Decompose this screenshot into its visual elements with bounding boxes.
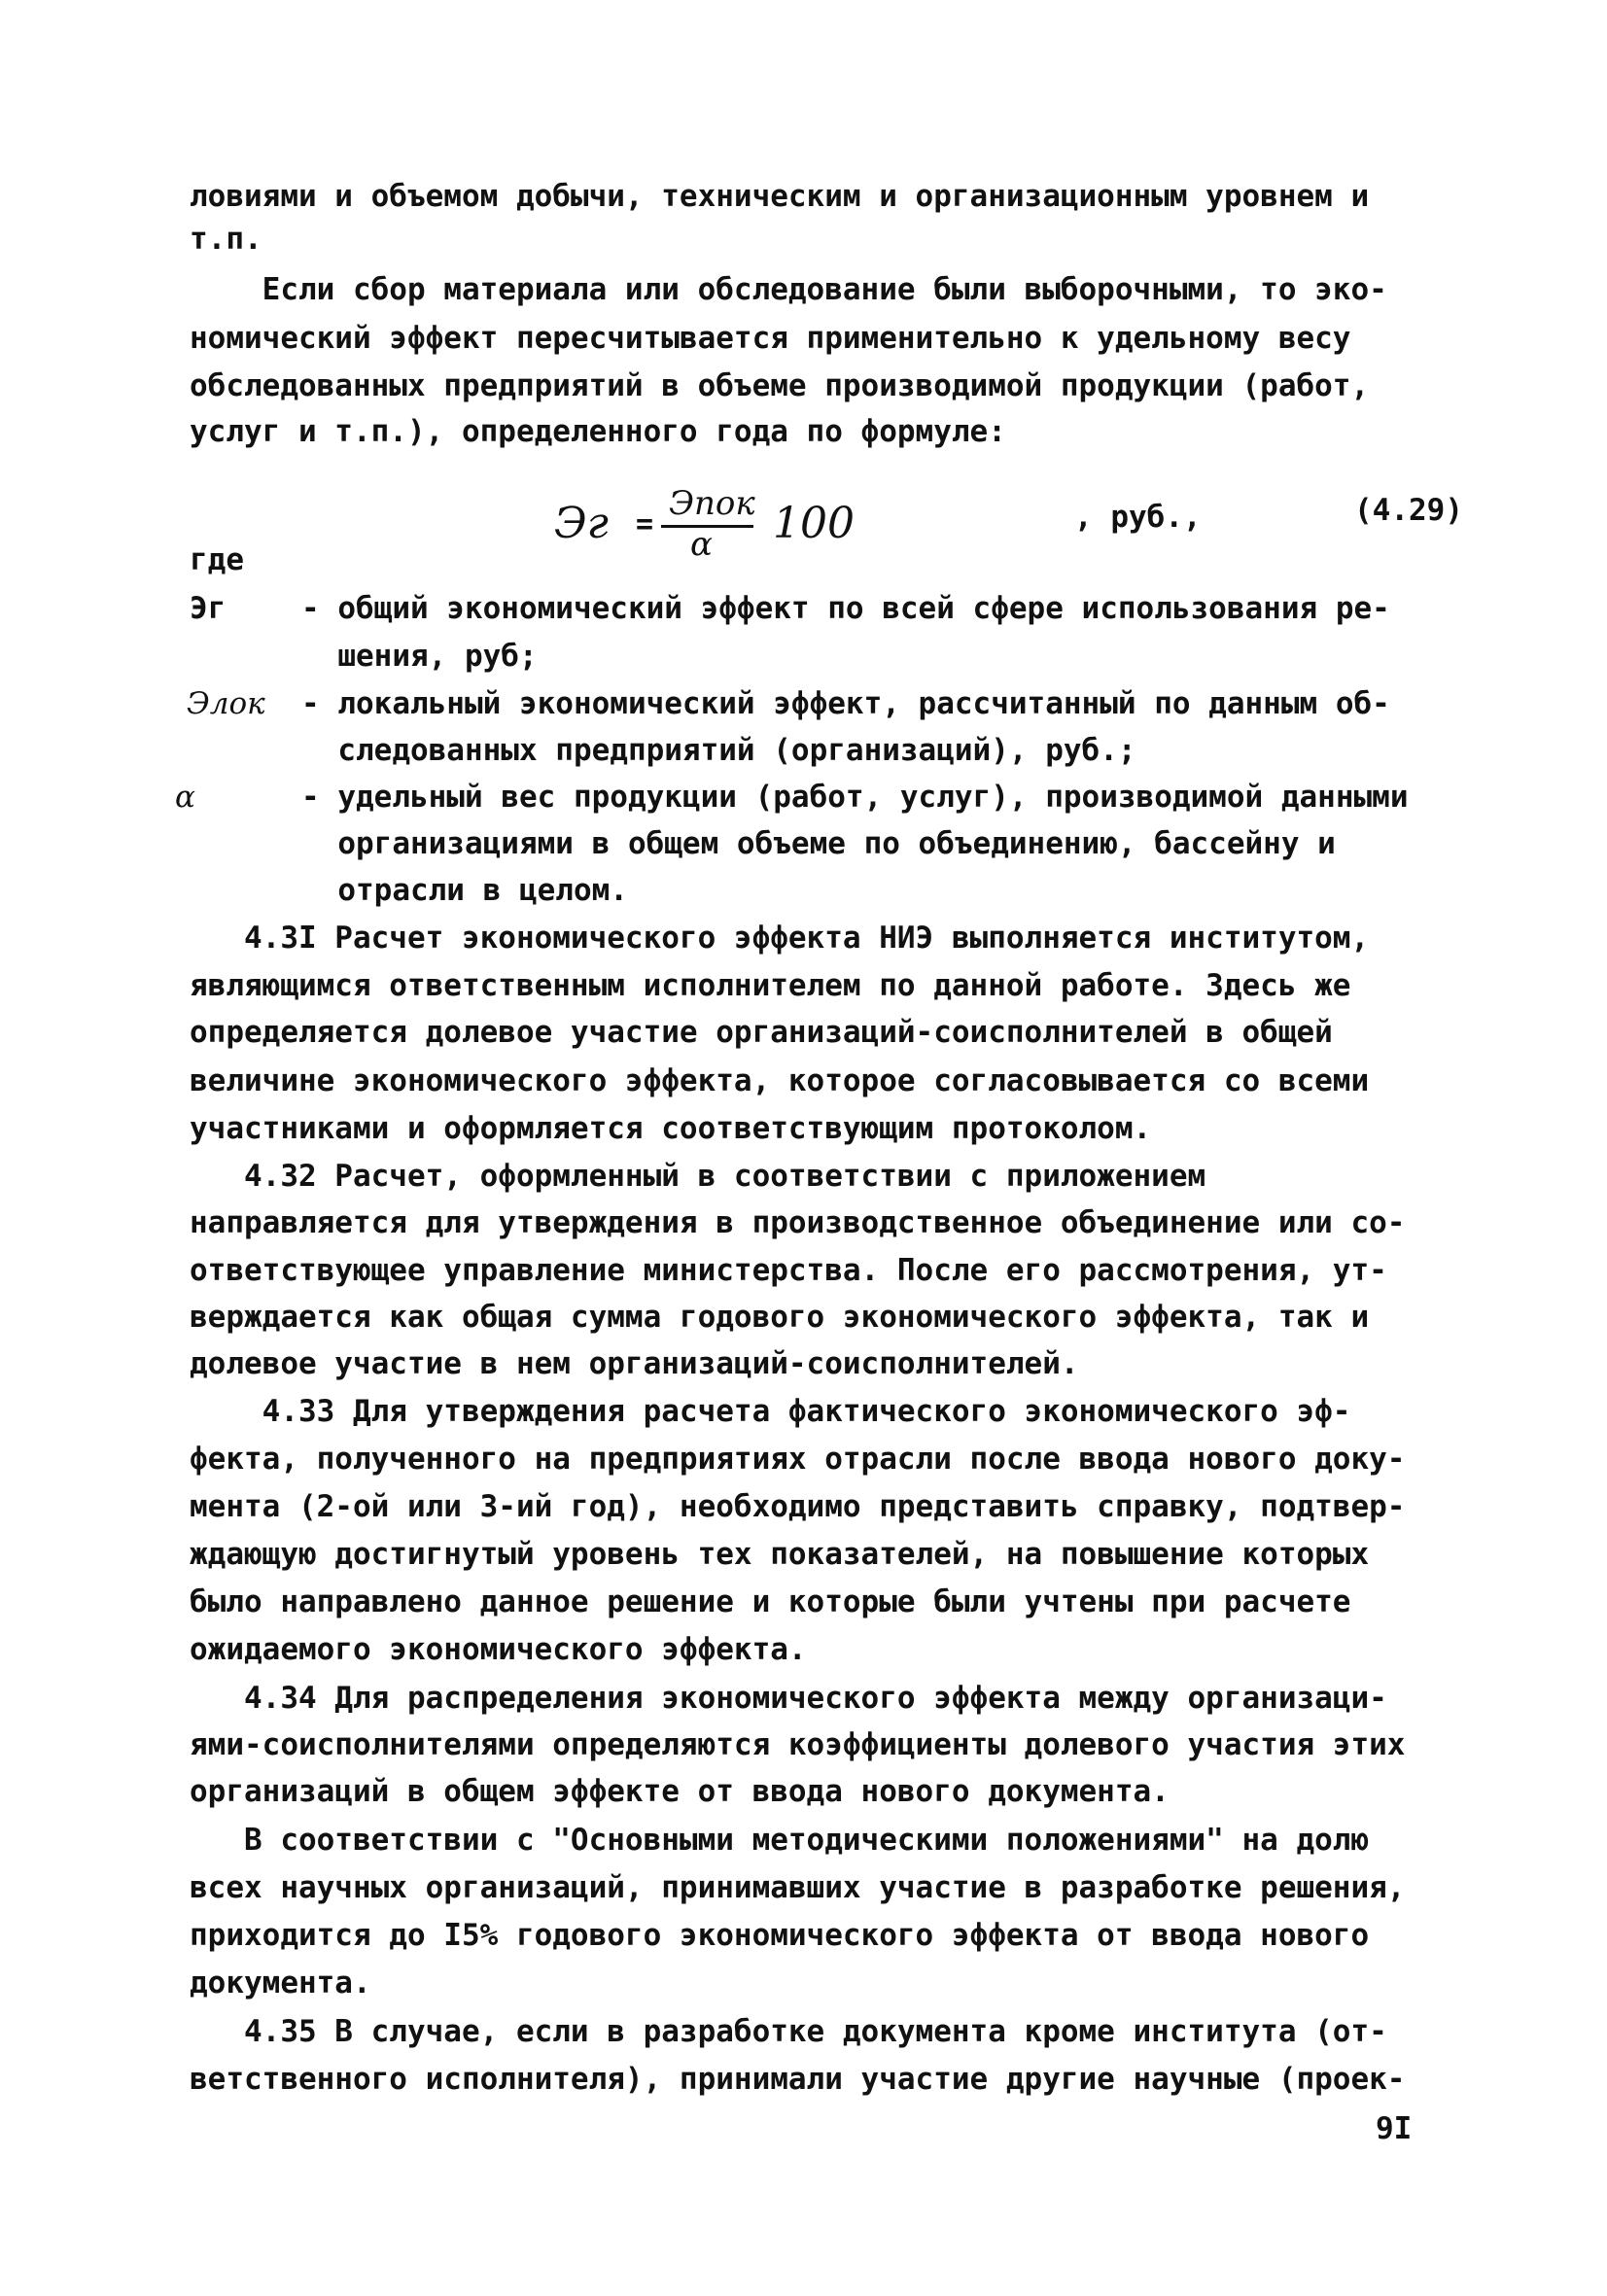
text-line: фекта, полученного на предприятиях отрасли после ввода нового доку-	[190, 1442, 1406, 1477]
text-line: ответствующее управление министерства. После его рассмотрения, ут-	[190, 1253, 1387, 1288]
text-line: приходится до I5% годового экономического эффекта от ввода нового	[190, 1918, 1370, 1953]
where-label: где	[190, 542, 244, 577]
text-line: 4.35 В случае, если в разработке документа кроме института (от-	[190, 2014, 1387, 2049]
text-line: т.п.	[190, 222, 262, 257]
formula-number: (4.29)	[1354, 493, 1463, 528]
text-line: ветственного исполнителя), принимали участие другие научные (проек-	[190, 2062, 1406, 2097]
text-line: ями-соисполнителями определяются коэффициенты долевого участия этих	[190, 1727, 1406, 1762]
formula-equals: =	[636, 507, 654, 541]
formula-lhs: Эг	[554, 499, 609, 548]
text-line: участниками и оформляется соответствующим протоколом.	[190, 1111, 1152, 1146]
text-line: обследованных предприятий в объеме производимой продукции (работ,	[190, 368, 1370, 403]
text-line: ожидаемого экономического эффекта.	[190, 1632, 807, 1667]
text-line: было направлено данное решение и которые были учтены при расчете	[190, 1584, 1351, 1619]
text-line: мента (2-ой или 3-ий год), необходимо представить справку, подтвер-	[190, 1489, 1406, 1524]
definition-symbol: Элок	[187, 686, 265, 721]
text-line: ждающую достигнутый уровень тех показателей, на повышение которых	[190, 1537, 1370, 1572]
definition-line: следованных предприятий (организаций), руб.;	[301, 733, 1136, 768]
definition-symbol: Эг	[190, 591, 227, 626]
text-line: 4.33 Для утверждения расчета фактического экономического эф-	[190, 1394, 1351, 1429]
formula-multiplier: 100	[773, 499, 855, 548]
formula-numerator: Эпок	[669, 484, 755, 523]
formula	[554, 486, 914, 574]
definition-line: - удельный вес продукции (работ, услуг), производимой данными	[301, 780, 1409, 815]
page-number: 9I	[1376, 2111, 1413, 2146]
definition-line: отрасли в целом.	[301, 873, 628, 908]
definition-line: - локальный экономический эффект, рассчитанный по данным об-	[301, 686, 1390, 721]
text-line: В соответствии с "Основными методическими положениями" на долю	[190, 1823, 1370, 1858]
text-line: долевое участие в нем организаций-соисполнителей.	[190, 1346, 1079, 1381]
text-line: верждается как общая сумма годового экономического эффекта, так и	[190, 1300, 1370, 1335]
text-line: организаций в общем эффекте от ввода нового документа.	[190, 1774, 1170, 1809]
text-line: Если сбор материала или обследование были выборочными, то эко-	[190, 272, 1387, 307]
definition-line: шения, руб;	[301, 639, 538, 674]
text-line: ловиями и объемом добычи, техническим и организационным уровнем и	[190, 179, 1370, 214]
text-line: всех научных организаций, принимавших участие в разработке решения,	[190, 1870, 1406, 1905]
text-line: величине экономического эффекта, которое согласовывается со всеми	[190, 1063, 1370, 1098]
text-line: 4.34 Для распределения экономического эффекта между организаци-	[190, 1681, 1387, 1716]
definition-symbol: α	[175, 780, 195, 815]
text-line: направляется для утверждения в производственное объединение или со-	[190, 1205, 1406, 1240]
definition-line: организациями в общем объеме по объединению, бассейну и	[301, 826, 1336, 861]
text-line: определяется долевое участие организаций-соисполнителей в общей	[190, 1015, 1333, 1050]
definition-line: - общий экономический эффект по всей сфере использования ре-	[301, 591, 1390, 626]
text-line: номический эффект пересчитывается применительно к удельному весу	[190, 321, 1351, 356]
text-line: услуг и т.п.), определенного года по формуле:	[190, 414, 1006, 449]
text-line: документа.	[190, 1966, 371, 2000]
text-line: 4.3I Расчет экономического эффекта НИЭ выполняется институтом,	[190, 921, 1370, 956]
formula-unit: , руб.,	[1074, 500, 1202, 535]
formula-denominator: α	[690, 525, 713, 564]
text-line: являющимся ответственным исполнителем по данной работе. Здесь же	[190, 968, 1351, 1003]
text-line: 4.32 Расчет, оформленный в соответствии с приложением	[190, 1159, 1206, 1194]
